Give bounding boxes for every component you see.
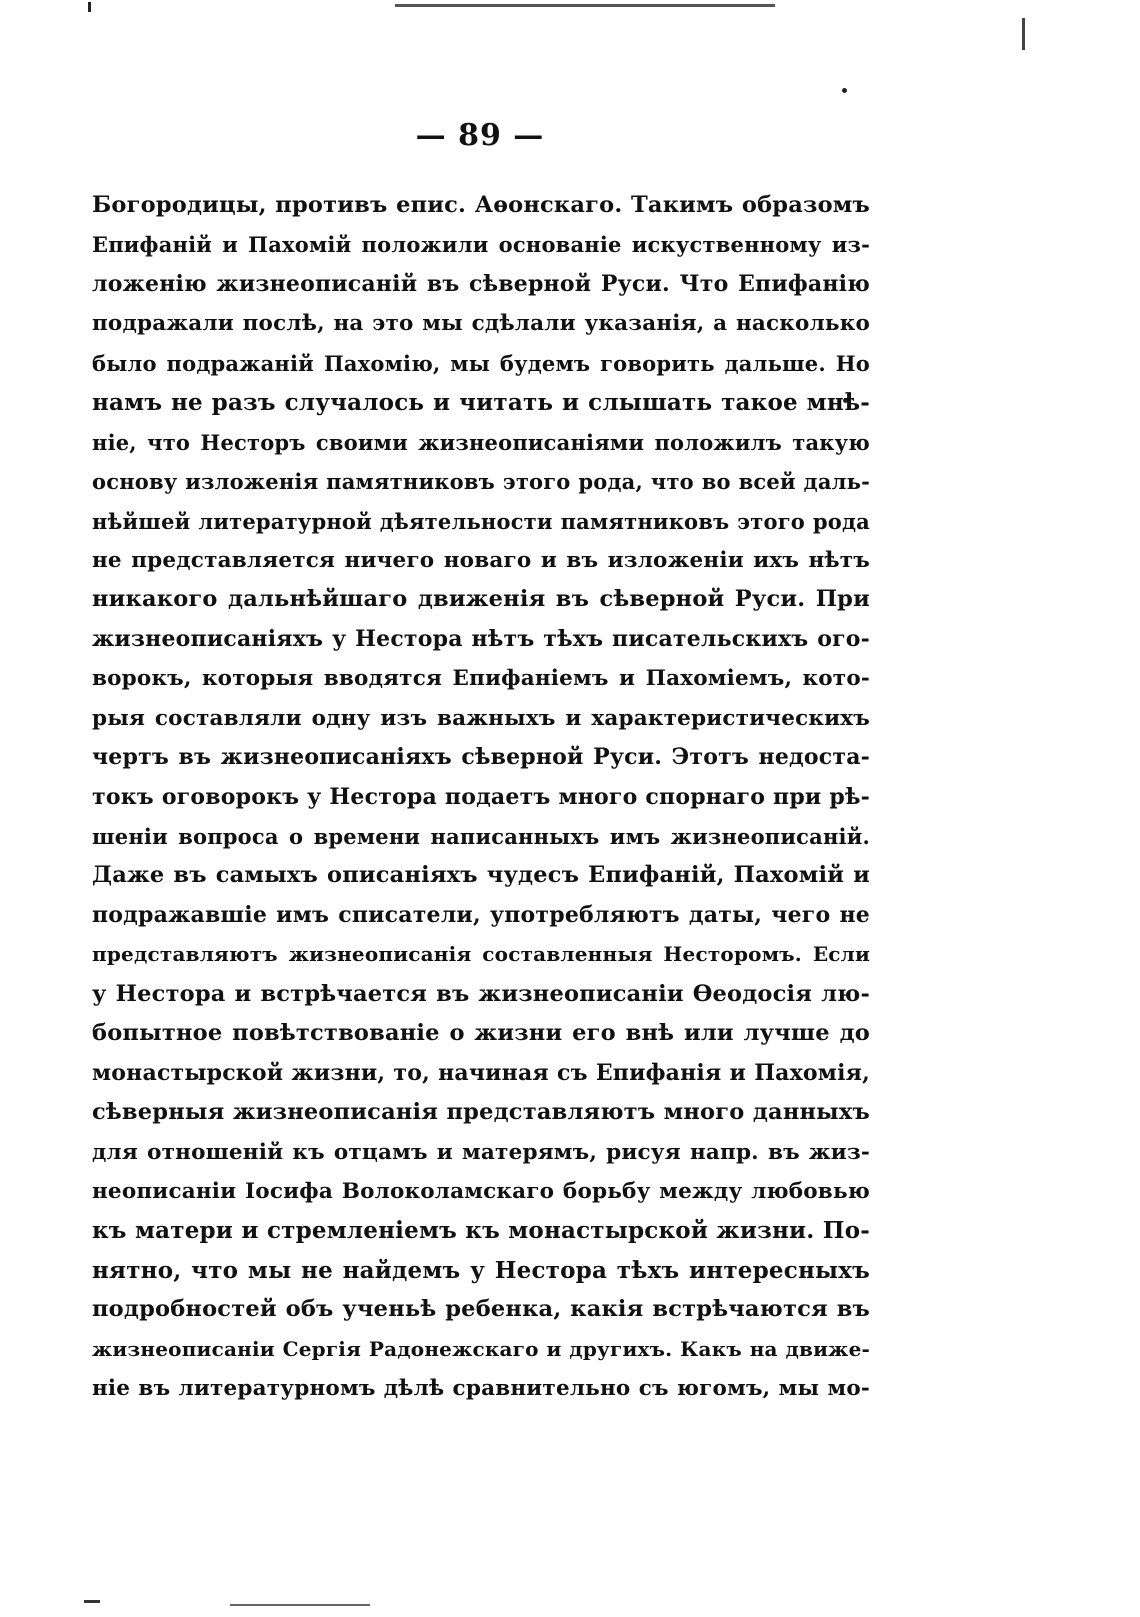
page-number: — 89 —	[415, 118, 545, 153]
text-line: представляютъ жизнеописанія составленныя Несторомъ. Если	[92, 942, 870, 967]
scan-mark-top-line	[395, 4, 775, 7]
text-line: къ матери и стремленіемъ къ монастырской жизни. По-	[92, 1217, 870, 1245]
scan-mark-bottom-left	[84, 1600, 100, 1603]
text-line: для отношеній къ отцамъ и матерямъ, рисуя напр. въ жиз-	[92, 1139, 870, 1165]
text-line: у Нестора и встрѣчается въ жизнеописаніи Ѳеодосія лю-	[92, 980, 870, 1007]
text-line: бопытное повѣтствованіе о жизни его внѣ или лучше до	[92, 1020, 870, 1047]
text-line: намъ не разъ случалось и читать и слышать такое мнѣ-	[92, 389, 870, 417]
text-line: ложенію жизнеописаній въ сѣверной Руси. Что Епифанію	[92, 270, 870, 297]
text-line: шеніи вопроса о времени написанныхъ имъ жизнеописаній.	[92, 824, 870, 849]
scan-mark-dot	[842, 88, 847, 93]
text-line: нѣйшей литературной дѣятельности памятниковъ этого рода	[92, 508, 870, 534]
text-line: чертъ въ жизнеописаніяхъ сѣверной Руси. Этотъ недоста-	[92, 744, 870, 771]
text-line: монастырской жизни, то, начиная съ Епифанія и Пахомія,	[92, 1059, 870, 1086]
text-line: было подражаній Пахомію, мы будемъ говорить дальше. Но	[92, 350, 870, 376]
text-line: жизнеописаніи Сергія Радонежскаго и другихъ. Какъ на движе-	[92, 1336, 870, 1361]
text-line: подражали послѣ, на это мы сдѣлали указанія, а насколько	[92, 311, 870, 337]
text-line: нятно, что мы не найдемъ у Нестора тѣхъ интересныхъ	[92, 1256, 870, 1284]
scan-mark-bottom-line	[230, 1604, 370, 1606]
scan-mark-right-edge	[1022, 18, 1025, 50]
text-line: рыя составляли одну изъ важныхъ и характеристическихъ	[92, 705, 870, 731]
text-line: Богородицы, противъ епис. Аѳонскаго. Такимъ образомъ	[92, 192, 870, 218]
text-line: ворокъ, которыя вводятся Епифаніемъ и Пахоміемъ, кото-	[92, 666, 870, 692]
body-text	[92, 186, 870, 1409]
text-line: неописаніи Іосифа Волоколамскаго борьбу между любовью	[92, 1178, 870, 1204]
text-line: Епифаній и Пахомій положили основаніе искуственному из-	[92, 232, 870, 258]
text-line: ніе, что Несторъ своими жизнеописаніями положилъ такую	[92, 429, 870, 455]
text-line: подражавшіе имъ списатели, употребляютъ даты, чего не	[92, 901, 870, 928]
text-line: Даже въ самыхъ описаніяхъ чудесъ Епифаній, Пахомій и	[92, 862, 870, 889]
text-line: токъ оговорокъ у Нестора подаетъ много спорнаго при рѣ-	[92, 783, 870, 810]
text-line: никакого дальнѣйшаго движенія въ сѣверной Руси. При	[92, 586, 870, 613]
text-line: сѣверныя жизнеописанія представляютъ много данныхъ	[92, 1099, 870, 1126]
scan-mark-top-left	[88, 2, 91, 12]
text-line: основу изложенія памятниковъ этого рода, что во всей даль-	[92, 469, 870, 495]
text-line: не представляется ничего новаго и въ изложеніи ихъ нѣтъ	[92, 547, 870, 573]
text-line: подробностей объ ученьѣ ребенка, какія встрѣчаются въ	[92, 1296, 870, 1323]
text-line: жизнеописаніяхъ у Нестора нѣтъ тѣхъ писательскихъ ого-	[92, 625, 870, 652]
text-line: ніе въ литературномъ дѣлѣ сравнительно съ югомъ, мы мо-	[92, 1376, 870, 1402]
